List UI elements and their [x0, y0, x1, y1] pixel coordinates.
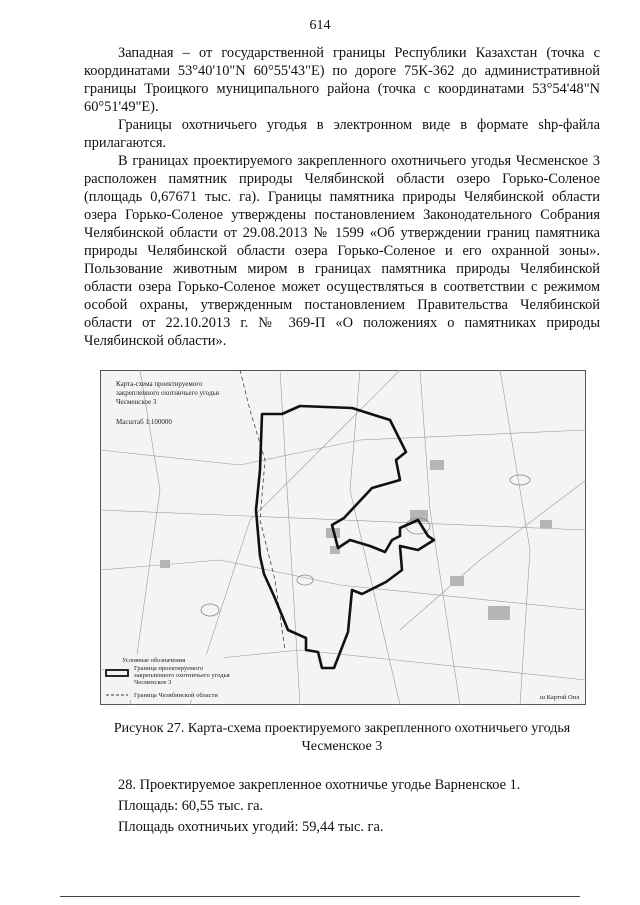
section-heading: 28. Проектируемое закрепленное охотничье угодье Варненское 1.: [118, 777, 521, 793]
legend-title: Условные обозначения: [122, 657, 186, 664]
body-text: [84, 44, 600, 350]
legend-boundary-line-1: Граница проектируемого: [134, 665, 204, 672]
map-scale: Масштаб 1:100000: [116, 418, 172, 426]
legend-boundary-line-3: Чесменское 3: [134, 679, 172, 686]
figure-caption: Рисунок 27. Карта-схема проектируемого закрепленного охотничьего угодья Чесменское 3: [113, 721, 571, 754]
bottom-rule: [60, 896, 580, 897]
legend-region-label: Граница Челябинской области: [134, 692, 218, 699]
paragraph-west-boundary: Западная – от государственной границы Республики Казахстан (точка с координатами 53°40'10"N 60°55'43"Е) по дороге 75К-362 до административной границы Троицкого муниципального района (точка с координатами 53°54'48"N 60°51'49"Е).: [84, 45, 600, 115]
section-hunting-area: Площадь охотничьих угодий: 59,44 тыс. га.: [118, 819, 384, 835]
legend-boundary-line-2: закрепленного охотничьего угодья: [134, 672, 230, 679]
map-title-line-3: Чесменское 3: [116, 398, 157, 406]
paragraph-shp-files: Границы охотничьего угодья в электронном виде в формате shp-файла прилагаются.: [84, 117, 600, 151]
map-figure: [100, 370, 586, 705]
page-number: 614: [309, 18, 331, 33]
map-title-line-2: закрепленного охотничьего угодья: [116, 389, 219, 397]
map-legend: [104, 654, 230, 700]
map-title-line-1: Карта-схема проектируемого: [116, 380, 203, 388]
section-area: Площадь: 60,55 тыс. га.: [118, 798, 264, 814]
section-varnenskoe-1: [118, 775, 520, 838]
map-corner-label: ш Картой Онл: [540, 694, 580, 701]
paragraph-nature-monument: В границах проектируемого закрепленного охотничьего угодья Чесменское 3 расположен памятник природы Челябинской области озеро Горько-Соленое (площадь 0,67671 тыс. га). Границы памятника природы Челябинской области озера Горько-Соленое утверждены постановлением Законодательного Собрания Челябинской области от 29.08.2013 № 1599 «Об утверждении границ памятника природы Челябинской области озера Горько-Соленое и его охранной зоны». Пользование животным миром в границах памятника природы Челябинской области озера Горько-Соленое может осуществляться в соответствии с режимом особой охраны, утвержденным постановлением Правительства Челябинской области от 22.10.2013 г. № 369-П «О положениях о памятниках природы Челябинской области».: [84, 153, 600, 349]
